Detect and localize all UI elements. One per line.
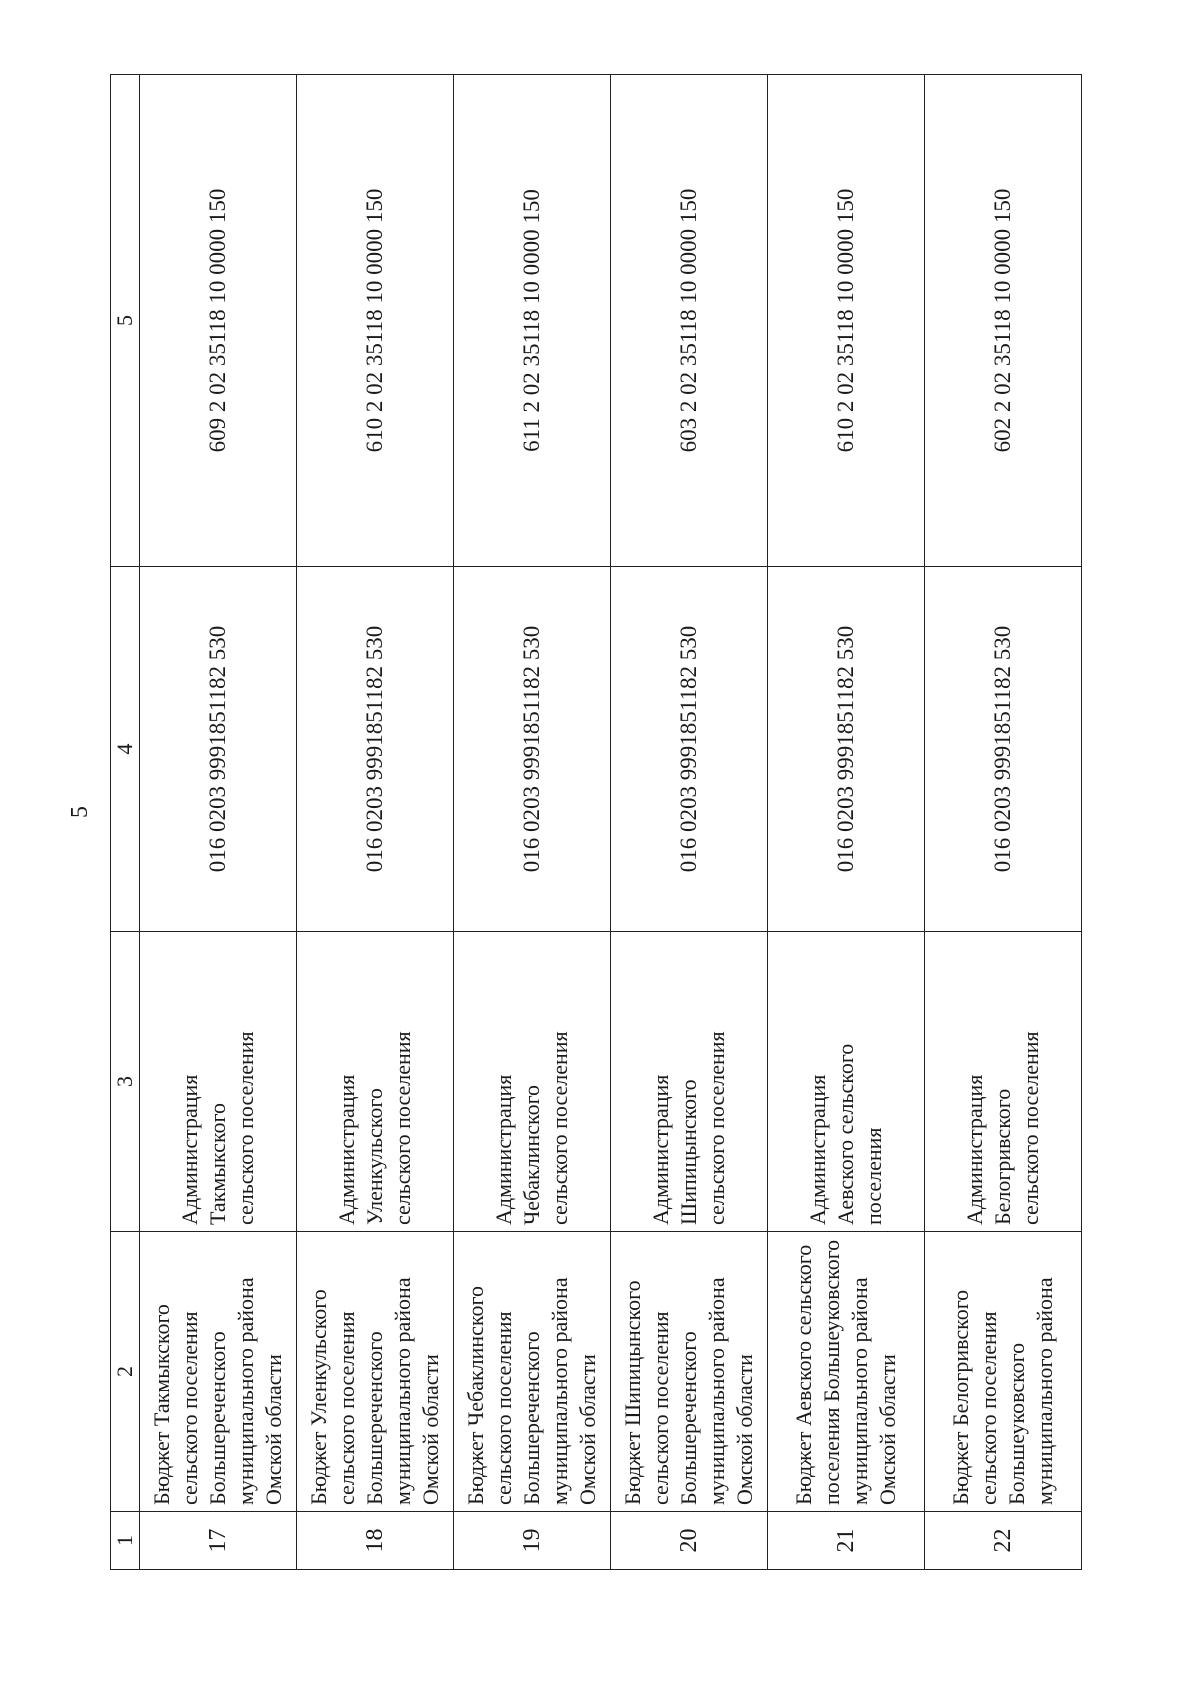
administrator-cell	[454, 932, 611, 1232]
budget-name-line: муниципального района	[704, 1277, 730, 1505]
budget-name-line: Бюджет Белогривского	[947, 1289, 973, 1505]
budget-name-line: Омской области	[418, 1354, 444, 1505]
budget-name-cell	[454, 1232, 611, 1512]
revenue-code-cell: 610 2 02 35118 10 0000 150	[768, 75, 925, 567]
budget-name-line: поселения Большеуковского	[819, 1239, 844, 1505]
table-row	[297, 75, 454, 1570]
administrator-cell	[611, 932, 768, 1232]
administrator-line: сельского поселения	[704, 1031, 730, 1225]
expense-code-cell: 016 0203 9991851182 530	[140, 567, 297, 932]
budget-name-line: Бюджет Чебаклинского	[462, 1286, 488, 1505]
expense-code-cell: 016 0203 9991851182 530	[768, 567, 925, 932]
table-row	[768, 75, 925, 1570]
budget-name-line: Бюджет Шипицынского	[619, 1280, 645, 1505]
administrator-line: Белогривского	[990, 1088, 1016, 1225]
table-row	[925, 75, 1082, 1570]
administrator-cell	[297, 932, 454, 1232]
budget-name-line: муниципального района	[547, 1277, 573, 1505]
revenue-code-cell: 610 2 02 35118 10 0000 150	[297, 75, 454, 567]
administrator-cell	[768, 932, 925, 1232]
column-number: 4	[111, 567, 140, 932]
administrator-cell	[140, 932, 297, 1232]
budget-name-line: сельского поселения	[490, 1311, 516, 1505]
administrator-line: сельского поселения	[233, 1031, 259, 1225]
row-number: 22	[925, 1512, 1082, 1570]
expense-code-cell: 016 0203 9991851182 530	[611, 567, 768, 932]
row-number: 17	[140, 1512, 297, 1570]
row-number: 18	[297, 1512, 454, 1570]
budget-name-line: сельского поселения	[647, 1311, 673, 1505]
administrator-line: Администрация	[961, 1074, 987, 1225]
budget-name-line: Бюджет Уленкульского	[305, 1289, 331, 1505]
row-number: 21	[768, 1512, 925, 1570]
revenue-code-cell: 602 2 02 35118 10 0000 150	[925, 75, 1082, 567]
table-row	[454, 75, 611, 1570]
administrator-line: Администрация	[804, 1074, 830, 1225]
administrator-line: Такмыкского	[205, 1103, 231, 1225]
revenue-code-cell: 609 2 02 35118 10 0000 150	[140, 75, 297, 567]
budget-name-cell	[925, 1232, 1082, 1512]
expense-code-cell: 016 0203 9991851182 530	[297, 567, 454, 932]
budget-name-cell	[297, 1232, 454, 1512]
administrator-line: Аевского сельского	[833, 1043, 859, 1225]
budget-name-line: Бюджет Такмыкского	[148, 1304, 174, 1505]
row-number: 20	[611, 1512, 768, 1570]
row-number: 19	[454, 1512, 611, 1570]
budget-name-line: Большереченского	[205, 1331, 231, 1505]
budget-name-line: Большереченского	[362, 1331, 388, 1505]
budget-name-line: муниципального района	[390, 1277, 416, 1505]
budget-table	[110, 74, 1082, 1570]
budget-name-line: Омской области	[875, 1354, 901, 1505]
budget-name-line: Омской области	[261, 1354, 287, 1505]
budget-name-cell	[611, 1232, 768, 1512]
administrator-line: Администрация	[176, 1074, 202, 1225]
budget-name-line: муниципального района	[233, 1277, 259, 1505]
table-row	[140, 75, 297, 1570]
column-number: 1	[111, 1512, 140, 1570]
column-number: 3	[111, 932, 140, 1232]
column-number-row	[111, 75, 140, 1570]
table-row	[611, 75, 768, 1570]
administrator-line: Шипицынского	[676, 1079, 702, 1225]
administrator-line: Чебаклинского	[519, 1084, 545, 1225]
budget-name-line: Большеуковского	[1004, 1342, 1030, 1505]
administrator-cell	[925, 932, 1082, 1232]
administrator-line: поселения	[861, 1127, 887, 1225]
administrator-line: сельского поселения	[547, 1031, 573, 1225]
budget-name-line: муниципального района	[847, 1277, 873, 1505]
column-number: 5	[111, 75, 140, 567]
budget-name-line: Бюджет Аевского сельского	[790, 1244, 816, 1505]
revenue-code-cell: 611 2 02 35118 10 0000 150	[454, 75, 611, 567]
budget-name-cell	[140, 1232, 297, 1512]
administrator-line: сельского поселения	[1018, 1031, 1044, 1225]
administrator-line: Администрация	[490, 1074, 516, 1225]
budget-name-line: Большереченского	[519, 1331, 545, 1505]
expense-code-cell: 016 0203 9991851182 530	[925, 567, 1082, 932]
budget-name-cell	[768, 1232, 925, 1512]
expense-code-cell: 016 0203 9991851182 530	[454, 567, 611, 932]
document-table-wrapper	[110, 75, 1070, 1570]
budget-name-line: сельского поселения	[976, 1311, 1001, 1505]
budget-name-line: Большереченского	[676, 1331, 702, 1505]
revenue-code-cell: 603 2 02 35118 10 0000 150	[611, 75, 768, 567]
budget-name-line: сельского поселения	[176, 1311, 202, 1505]
budget-name-line: муниципального района	[1032, 1277, 1058, 1505]
administrator-line: Администрация	[333, 1074, 359, 1225]
page-number: 5	[67, 806, 93, 818]
administrator-line: Администрация	[647, 1074, 673, 1225]
budget-name-line: Омской области	[575, 1354, 601, 1505]
administrator-line: сельского поселения	[390, 1031, 416, 1225]
column-number: 2	[111, 1232, 140, 1512]
administrator-line: Уленкульского	[362, 1088, 388, 1225]
budget-name-line: сельского поселения	[333, 1311, 359, 1505]
budget-name-line: Омской области	[732, 1354, 758, 1505]
